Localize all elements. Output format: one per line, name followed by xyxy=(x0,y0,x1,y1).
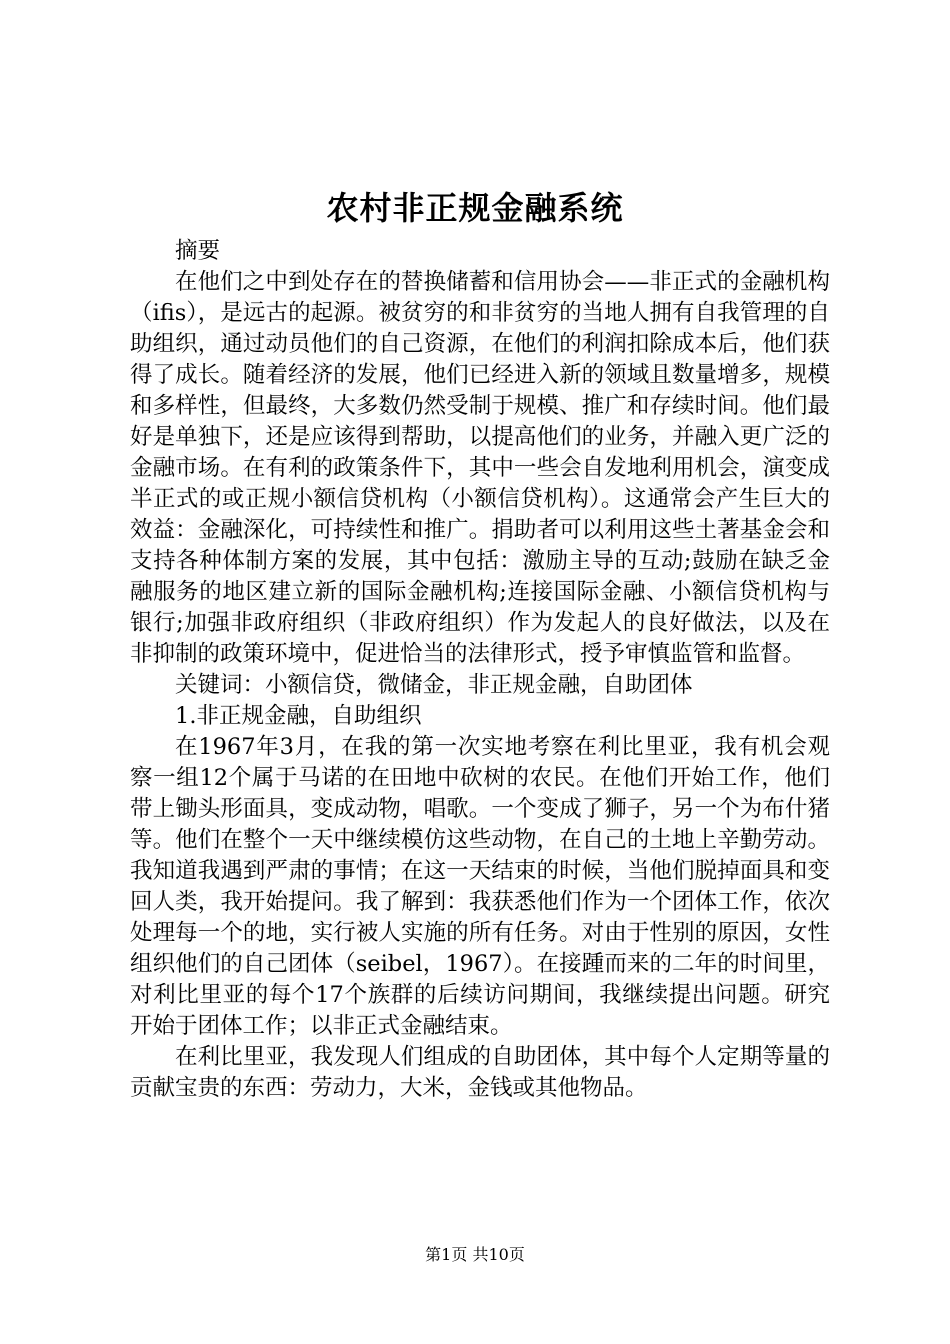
abstract-paragraph: 在他们之中到处存在的替换储蓄和信用协会——非正式的金融机构（ifis），是远古的起源。被贫穷的和非贫穷的当地人拥有自我管理的自助组织，通过动员他们的自己资源，在他们的利润扣除成本后，他们获得了成长。随着经济的发展，他们已经进入新的领域且数量增多，规模和多样性，但最终，大多数仍然受制于规模、推广和存续时间。他们最好是单独下，还是应该得到帮助，以提高他们的业务，并融入更广泛的金融市场。在有利的政策条件下，其中一些会自发地利用机会，演变成半正式的或正规小额信贷机构（小额信贷机构）。这通常会产生巨大的效益：金融深化，可持续性和推广。捐助者可以利用这些土著基金会和支持各种体制方案的发展，其中包括：激励主导的互动;鼓励在缺乏金融服务的地区建立新的国际金融机构;连接国际金融、小额信贷机构与银行;加强非政府组织（非政府组织）作为发起人的良好做法，以及在非抑制的政策环境中，促进恰当的法律形式，授予审慎监管和监督。 xyxy=(130,269,830,667)
body-paragraph: 在1967年3月，在我的第一次实地考察在利比里亚，我有机会观察一组12个属于马诺的在田地中砍树的农民。在他们开始工作，他们带上锄头形面具，变成动物，唱歌。一个变成了狮子，另一个为布什猪等。他们在整个一天中继续模仿这些动物，在自己的土地上辛勤劳动。我知道我遇到严肃的事情；在这一天结束的时候，当他们脱掉面具和变回人类，我开始提问。我了解到：我获悉他们作为一个团体工作，依次处理每一个的地，实行被人实施的所有任务。对由于性别的原因，女性组织他们的自己团体（seibel，1967）。在接踵而来的二年的时间里，对利比里亚的每个17个族群的后续访问期间，我继续提出问题。研究开始于团体工作；以非正式金融结束。 xyxy=(130,734,830,1039)
page-number: 第1页 xyxy=(425,1245,468,1264)
abstract-heading: 摘要 xyxy=(175,238,221,264)
page-footer xyxy=(0,1244,950,1266)
document-title: 农村非正规金融系统 xyxy=(326,189,624,227)
body-paragraph: 在利比里亚，我发现人们组成的自助团体，其中每个人定期等量的贡献宝贵的东西：劳动力，大米，金钱或其他物品。 xyxy=(130,1044,830,1101)
document-body xyxy=(130,236,830,1104)
page-total: 共10页 xyxy=(472,1245,525,1264)
keywords-line: 关键词：小额信贷，微储金，非正规金融，自助团体 xyxy=(175,672,693,698)
section-heading: 1.非正规金融，自助组织 xyxy=(175,703,422,729)
